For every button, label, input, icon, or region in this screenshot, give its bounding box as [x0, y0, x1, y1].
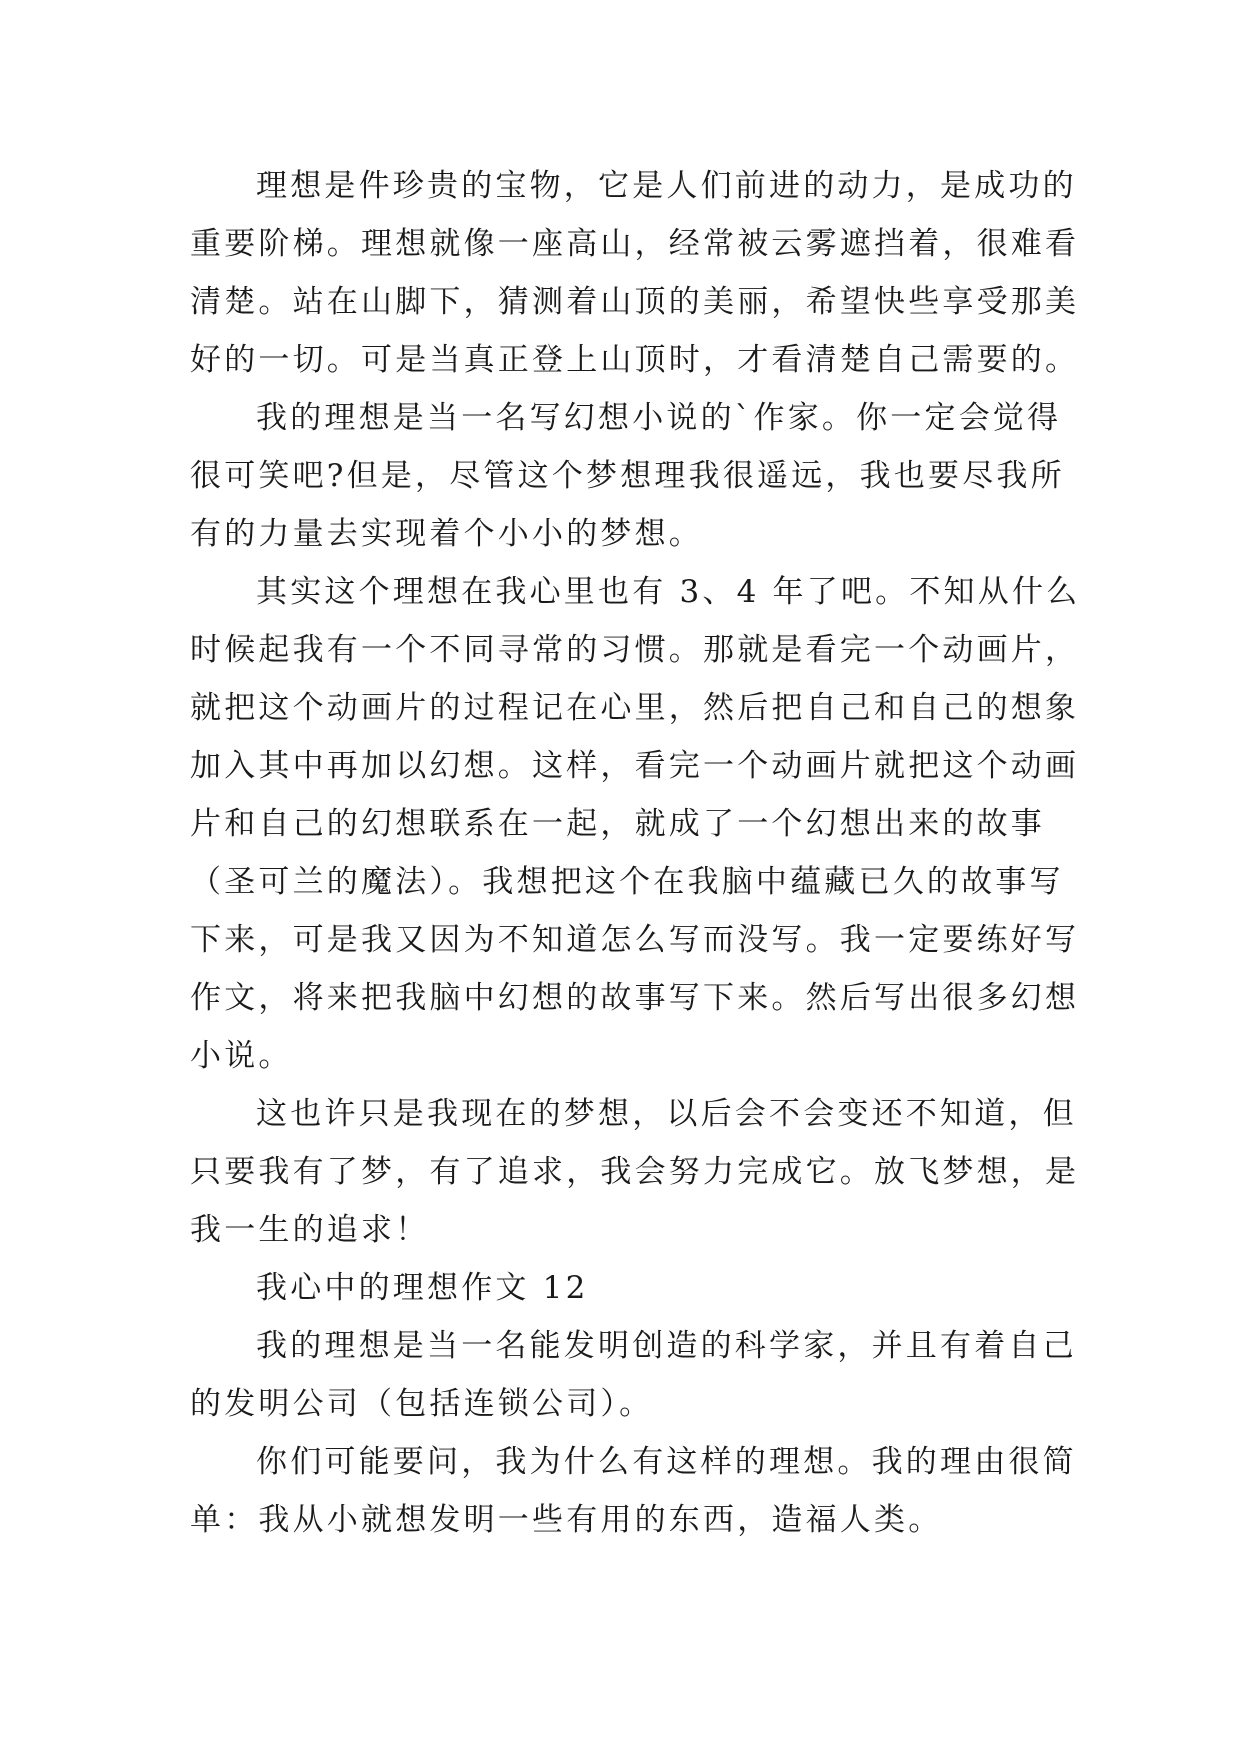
- text-line: 这也许只是我现在的梦想，以后会不会变还不知道，但: [256, 1096, 1077, 1132]
- text-line: 下来，可是我又因为不知道怎么写而没写。我一定要练好写: [190, 922, 1080, 958]
- text-line: 的发明公司（包括连锁公司）。: [190, 1386, 654, 1422]
- text-line: 我一生的追求！: [190, 1212, 430, 1248]
- text-line: （圣可兰的魔法）。我想把这个在我脑中蕴藏已久的故事写: [190, 864, 1064, 900]
- text-line: 单：我从小就想发明一些有用的东西，造福人类。: [190, 1502, 943, 1538]
- text-line: 我的理想是当一名能发明创造的科学家，并且有着自己: [256, 1328, 1077, 1364]
- text-line: 小说。: [190, 1038, 293, 1074]
- text-line: 你们可能要问，我为什么有这样的理想。我的理由很简: [256, 1444, 1077, 1480]
- text-line: 作文，将来把我脑中幻想的故事写下来。然后写出很多幻想: [190, 980, 1080, 1016]
- text-line: 加入其中再加以幻想。这样，看完一个动画片就把这个动画: [190, 748, 1080, 784]
- text-line: 只要我有了梦，有了追求，我会努力完成它。放飞梦想，是: [190, 1154, 1080, 1190]
- text-line: 其实这个理想在我心里也有 3、4 年了吧。不知从什么: [256, 574, 1081, 610]
- text-line: 时候起我有一个不同寻常的习惯。那就是看完一个动画片，: [190, 632, 1080, 668]
- text-line: 理想是件珍贵的宝物，它是人们前进的动力，是成功的: [256, 168, 1077, 204]
- text-line: 重要阶梯。理想就像一座高山，经常被云雾遮挡着，很难看: [190, 226, 1080, 262]
- text-line: 清楚。站在山脚下，猜测着山顶的美丽，希望快些享受那美: [190, 284, 1080, 320]
- text-line: 就把这个动画片的过程记在心里，然后把自己和自己的想象: [190, 690, 1080, 726]
- essay-text: [190, 157, 1081, 1549]
- section-heading: 我心中的理想作文 12: [256, 1270, 589, 1306]
- text-line: 好的一切。可是当真正登上山顶时，才看清楚自己需要的。: [190, 342, 1080, 378]
- text-line: 有的力量去实现着个小小的梦想。: [190, 516, 703, 552]
- text-line: 我的理想是当一名写幻想小说的`作家。你一定会觉得: [256, 400, 1062, 436]
- text-line: 片和自己的幻想联系在一起，就成了一个幻想出来的故事: [190, 806, 1045, 842]
- text-line: 很可笑吧?但是，尽管这个梦想理我很遥远，我也要尽我所: [190, 458, 1065, 494]
